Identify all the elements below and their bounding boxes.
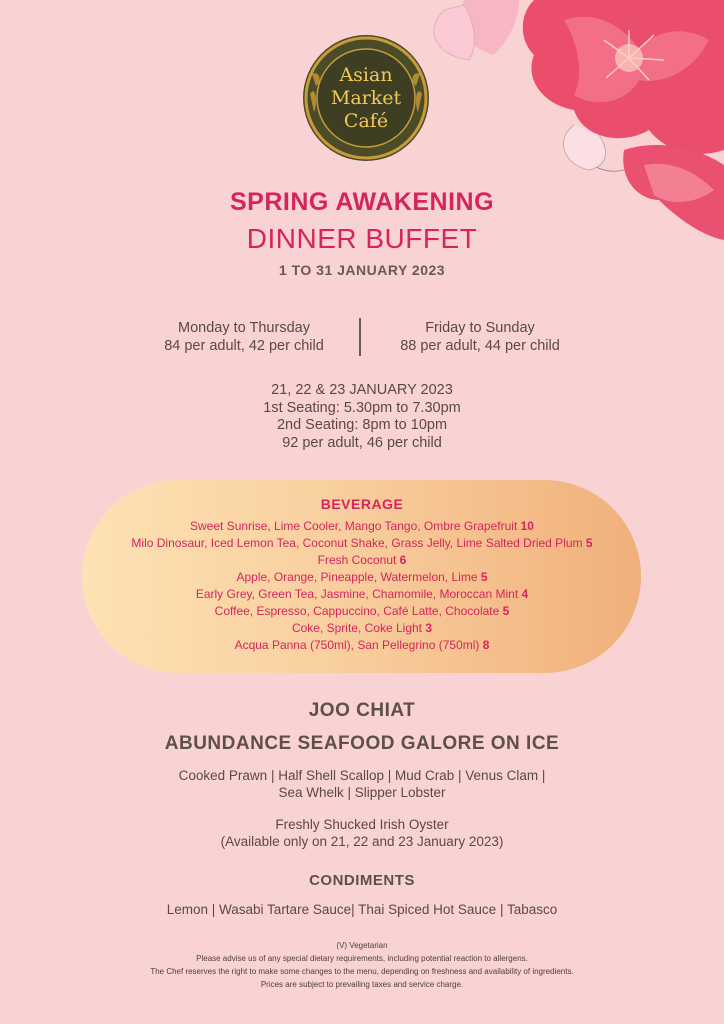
weekday-pricing [124,319,364,355]
beverage-price: 6 [399,553,407,567]
weekday-price: 84 per adult, 42 per child [164,338,324,354]
condiments-heading: CONDIMENTS [309,872,415,889]
second-seating: 2nd Seating: 8pm to 10pm [276,417,448,433]
footer-notes [0,939,724,991]
beverage-price: 3 [425,621,433,635]
menu-change-note: The Chef reserves the right to make some changes to the menu, depending on freshness and availability of ingredients. [150,967,574,976]
oyster-line-1: Freshly Shucked Irish Oyster [275,817,449,832]
weekday-label: Monday to Thursday [178,320,310,336]
first-seating: 1st Seating: 5.30pm to 7.30pm [263,399,461,416]
beverage-item: Acqua Panna (750ml), San Pellegrino (750ml) 8 [234,638,490,652]
title-spring-awakening: SPRING AWAKENING [229,188,495,216]
beverage-item: Sweet Sunrise, Lime Cooler, Mango Tango, Ombre Grapefruit 10 [190,519,534,533]
beverage-price: 5 [502,604,510,618]
weekend-price: 88 per adult, 44 per child [400,338,560,354]
special-price: 92 per adult, 46 per child [282,434,442,451]
title-dinner-buffet: DINNER BUFFET [246,223,478,254]
beverage-item: Coffee, Espresso, Cappuccino, Café Latte, Chocolate 5 [214,604,510,618]
vegetarian-note: (V) Vegetarian [336,941,388,950]
special-dates-block [0,382,724,452]
allergen-note: Please advise us of any special dietary requirements, including potential reaction to allergens. [196,954,528,963]
weekend-label: Friday to Sunday [425,320,535,336]
beverage-item: Fresh Coconut 6 [317,553,407,567]
weekend-pricing [360,319,600,355]
beverage-list [0,518,724,654]
beverage-item: Apple, Orange, Pineapple, Watermelon, Lime 5 [236,570,488,584]
beverage-title: BEVERAGE [320,496,404,512]
logo-line-3: Café [343,109,389,132]
beverage-item: Coke, Sprite, Coke Light 3 [291,621,433,635]
condiments-list: Lemon | Wasabi Tartare Sauce| Thai Spiced Hot Sauce | Tabasco [166,902,558,917]
logo-text [302,34,430,162]
seafood-line-2: Sea Whelk | Slipper Lobster [278,785,446,800]
beverage-price: 5 [480,570,488,584]
seafood-list [0,767,724,801]
pricing-note: Prices are subject to prevailing taxes and service charge. [260,980,464,989]
logo-line-1: Asian [339,63,393,86]
oyster-line-2: (Available only on 21, 22 and 23 January 2023) [220,834,504,849]
section-heading: JOO CHIAT [308,700,416,721]
oyster-note [0,816,724,850]
beverage-price: 10 [520,519,534,533]
beverage-item: Early Grey, Green Tea, Jasmine, Chamomile, Moroccan Mint 4 [195,587,529,601]
beverage-item: Milo Dinosaur, Iced Lemon Tea, Coconut Shake, Grass Jelly, Lime Salted Dried Plum 5 [131,536,593,550]
special-dates: 21, 22 & 23 JANUARY 2023 [271,382,453,398]
beverage-price: 4 [521,587,529,601]
beverage-price: 8 [482,638,490,652]
beverage-price: 5 [585,536,593,550]
logo-line-2: Market [330,86,402,109]
seafood-line-1: Cooked Prawn | Half Shell Scallop | Mud Crab | Venus Clam | [178,768,546,783]
promotion-dates: 1 TO 31 JANUARY 2023 [278,262,446,278]
section-subheading: ABUNDANCE SEAFOOD GALORE ON ICE [164,733,560,754]
